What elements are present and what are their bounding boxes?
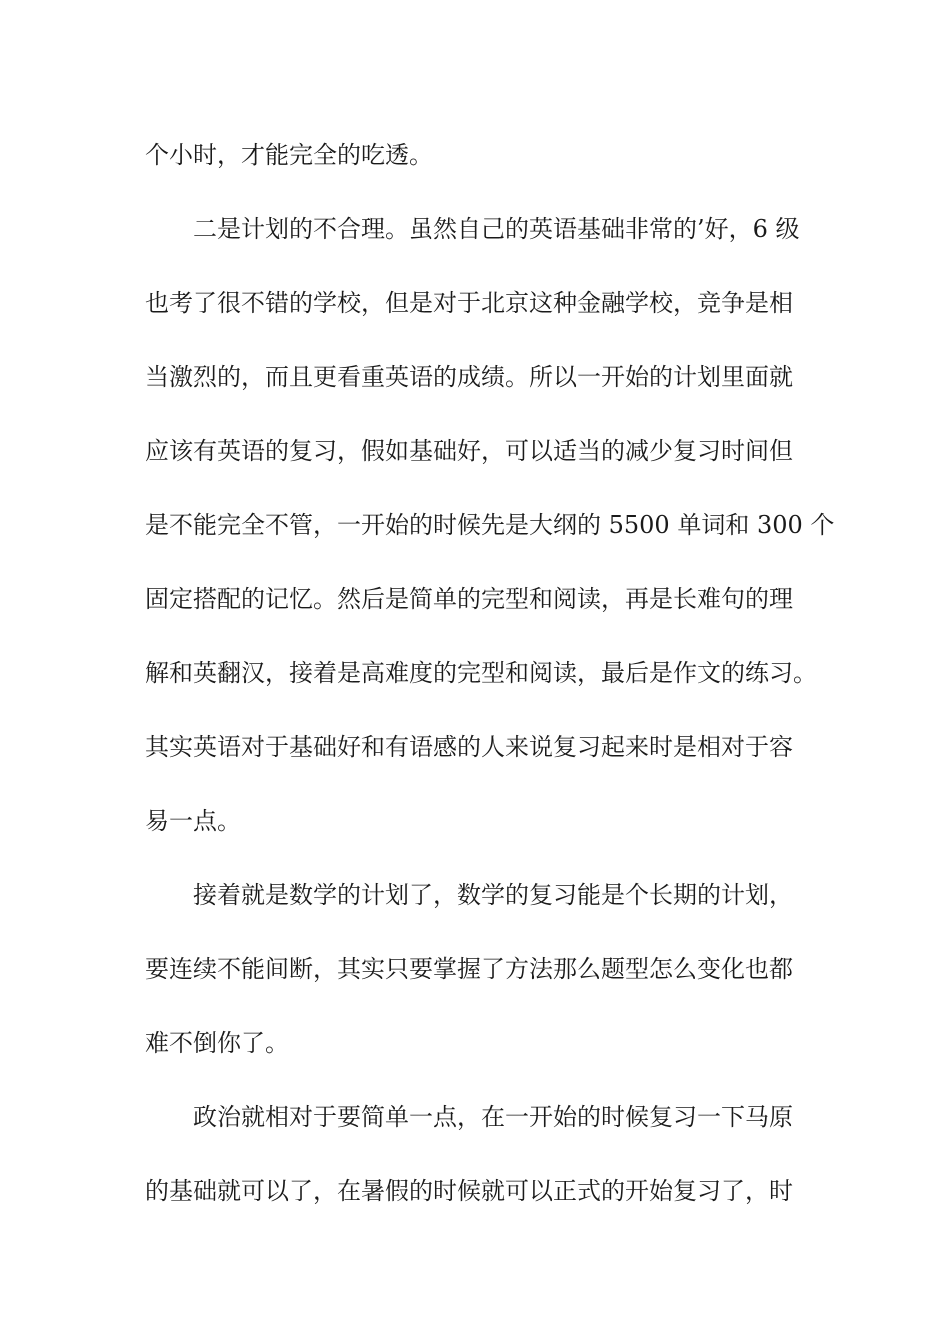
text-line-15: 的基础就可以了，在暑假的时候就可以正式的开始复习了，时 [145,1177,793,1205]
text-line-13: 难不倒你了。 [145,1029,289,1057]
text-line-11: 接着就是数学的计划了，数学的复习能是个长期的计划， [193,881,793,909]
text-line-2: 二是计划的不合理。虽然自己的英语基础非常的’好，6 级 [193,215,800,243]
text-line-5: 应该有英语的复习，假如基础好，可以适当的减少复习时间但 [145,437,793,465]
text-line-9: 其实英语对于基础好和有语感的人来说复习起来时是相对于容 [145,733,793,761]
text-line-12: 要连续不能间断，其实只要掌握了方法那么题型怎么变化也都 [145,955,793,983]
document-body [145,118,835,1228]
text-line-1: 个小时，才能完全的吃透。 [145,141,433,169]
text-line-8: 解和英翻汉，接着是高难度的完型和阅读，最后是作文的练习。 [145,659,817,687]
text-line-7: 固定搭配的记忆。然后是简单的完型和阅读，再是长难句的理 [145,585,793,613]
text-line-6: 是不能完全不管，一开始的时候先是大纲的 5500 单词和 300 个 [145,511,835,539]
text-line-10: 易一点。 [145,807,241,835]
text-line-14: 政治就相对于要简单一点，在一开始的时候复习一下马原 [193,1103,793,1131]
text-line-3: 也考了很不错的学校，但是对于北京这种金融学校，竞争是相 [145,289,793,317]
text-line-4: 当激烈的，而且更看重英语的成绩。所以一开始的计划里面就 [145,363,793,391]
